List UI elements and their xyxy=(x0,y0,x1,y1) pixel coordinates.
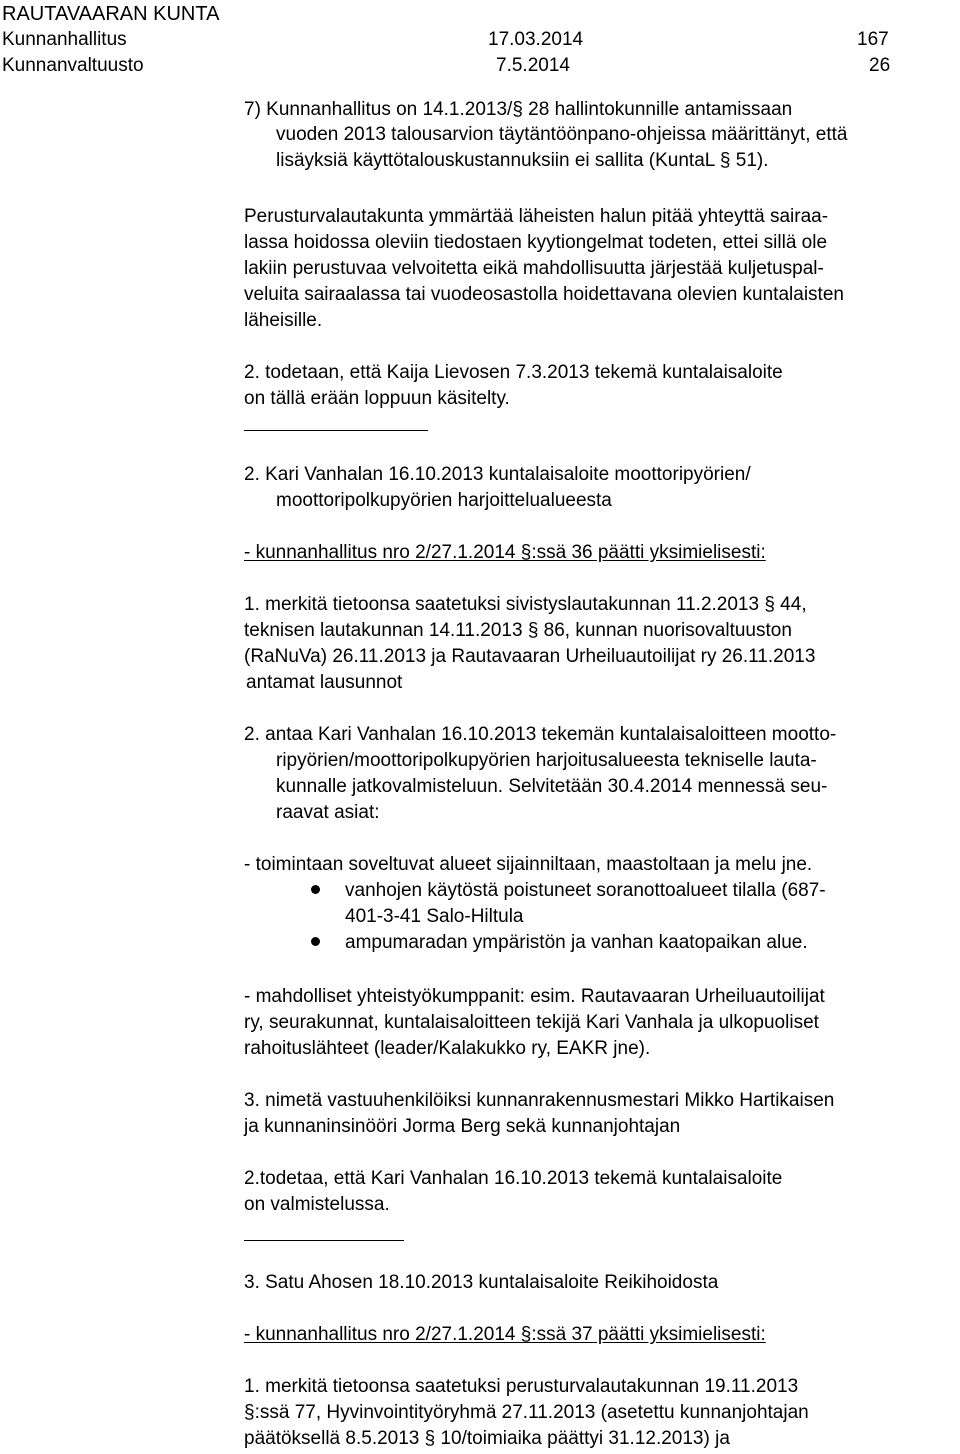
paragraph-line: 7) Kunnanhallitus on 14.1.2013/§ 28 hallintokunnille antamissaan xyxy=(244,99,793,120)
paragraph-line: veluita sairaalassa tai vuodeosastolla hoidettavana olevien kuntalaisten xyxy=(244,284,844,305)
decision-item: ripyörien/moottoripolkupyörien harjoitusalueesta tekniselle lauta- xyxy=(276,750,817,771)
bullet-icon xyxy=(311,937,320,946)
section-heading: 3. Satu Ahosen 18.10.2013 kuntalaisaloite Reikihoidosta xyxy=(244,1272,719,1293)
decision-item: 2. todetaan, että Kaija Lievosen 7.3.2013 tekemä kuntalaisaloite xyxy=(244,362,783,383)
paragraph-line: vuoden 2013 talousarvion täytäntöönpano-ohjeissa määrittänyt, että xyxy=(276,124,848,145)
section-heading: 2. Kari Vanhalan 16.10.2013 kuntalaisaloite moottoripyörien/ xyxy=(244,464,751,485)
decision-item: on valmistelussa. xyxy=(244,1194,390,1215)
paragraph-line: lakiin perustuvaa velvoitetta eikä mahdollisuutta järjestää kuljetuspal- xyxy=(244,258,824,279)
decision-item: on tällä erään loppuun käsitelty. xyxy=(244,388,510,409)
meeting-body: Kunnanhallitus xyxy=(2,29,127,50)
bullet-icon xyxy=(311,885,320,894)
decision-item: teknisen lautakunnan 14.11.2013 § 86, kunnan nuorisovaltuuston xyxy=(244,620,792,641)
page-number: 26 xyxy=(869,55,891,76)
meeting-body: Kunnanvaltuusto xyxy=(2,55,144,76)
decision-item: §:ssä 77, Hyvinvointityöryhmä 27.11.2013 (asetettu kunnanjohtajan xyxy=(244,1402,809,1423)
paragraph-line: lassa hoidossa oleviin tiedostaen kyytiongelmat todeten, ettei sillä ole xyxy=(244,232,828,253)
decision-item: 2. antaa Kari Vanhalan 16.10.2013 tekemän kuntalaisaloitteen mootto- xyxy=(244,724,837,745)
paragraph-line: läheisille. xyxy=(244,310,323,331)
decision-item: päätöksellä 8.5.2013 § 10/toimiaika päättyi 31.12.2013) ja xyxy=(244,1428,730,1449)
decision-item: 1. merkitä tietoonsa saatetuksi perusturvalautakunnan 19.11.2013 xyxy=(244,1376,799,1397)
list-item: rahoituslähteet (leader/Kalakukko ry, EAKR jne). xyxy=(244,1038,651,1059)
list-item: ry, seurakunnat, kuntalaisaloitteen tekijä Kari Vanhala ja ulkopuoliset xyxy=(244,1012,819,1033)
meeting-date: 7.5.2014 xyxy=(496,55,570,76)
bullet-item: ampumaradan ympäristön ja vanhan kaatopaikan alue. xyxy=(345,932,808,953)
decision-item: antamat lausunnot xyxy=(246,672,403,693)
organization-name: RAUTAVAARAN KUNTA xyxy=(2,3,220,25)
board-decision-heading: - kunnanhallitus nro 2/27.1.2014 §:ssä 36 päätti yksimielisesti: xyxy=(244,542,766,563)
paragraph-line: lisäyksiä käyttötalouskustannuksiin ei sallita (KuntaL § 51). xyxy=(276,150,769,171)
paragraph-line: Perusturvalautakunta ymmärtää läheisten halun pitää yhteyttä sairaa- xyxy=(244,206,829,227)
bullet-item: 401-3-41 Salo-Hiltula xyxy=(345,906,524,927)
board-decision-heading: - kunnanhallitus nro 2/27.1.2014 §:ssä 37 päätti yksimielisesti: xyxy=(244,1324,766,1345)
decision-item: 1. merkitä tietoonsa saatetuksi sivistyslautakunnan 11.2.2013 § 44, xyxy=(244,594,807,615)
separator-rule xyxy=(244,1240,404,1241)
section-heading: moottoripolkupyörien harjoittelualueesta xyxy=(276,490,612,511)
meeting-date: 17.03.2014 xyxy=(488,29,584,50)
page-number: 167 xyxy=(857,29,889,50)
decision-item: raavat asiat: xyxy=(276,802,380,823)
bullet-item: vanhojen käytöstä poistuneet soranottoalueet tilalla (687- xyxy=(345,880,826,901)
list-item: - toimintaan soveltuvat alueet sijainniltaan, maastoltaan ja melu jne. xyxy=(244,854,813,875)
list-item: - mahdolliset yhteistyökumppanit: esim. Rautavaaran Urheiluautoilijat xyxy=(244,986,825,1007)
decision-item: kunnalle jatkovalmisteluun. Selvitetään 30.4.2014 mennessä seu- xyxy=(276,776,828,797)
decision-item: (RaNuVa) 26.11.2013 ja Rautavaaran Urheiluautoilijat ry 26.11.2013 xyxy=(244,646,816,667)
separator-rule xyxy=(244,430,428,431)
decision-item: 2.todetaa, että Kari Vanhalan 16.10.2013 tekemä kuntalaisaloite xyxy=(244,1168,783,1189)
decision-item: 3. nimetä vastuuhenkilöiksi kunnanrakennusmestari Mikko Hartikaisen xyxy=(244,1090,835,1111)
decision-item: ja kunnaninsinööri Jorma Berg sekä kunnanjohtajan xyxy=(244,1116,681,1137)
